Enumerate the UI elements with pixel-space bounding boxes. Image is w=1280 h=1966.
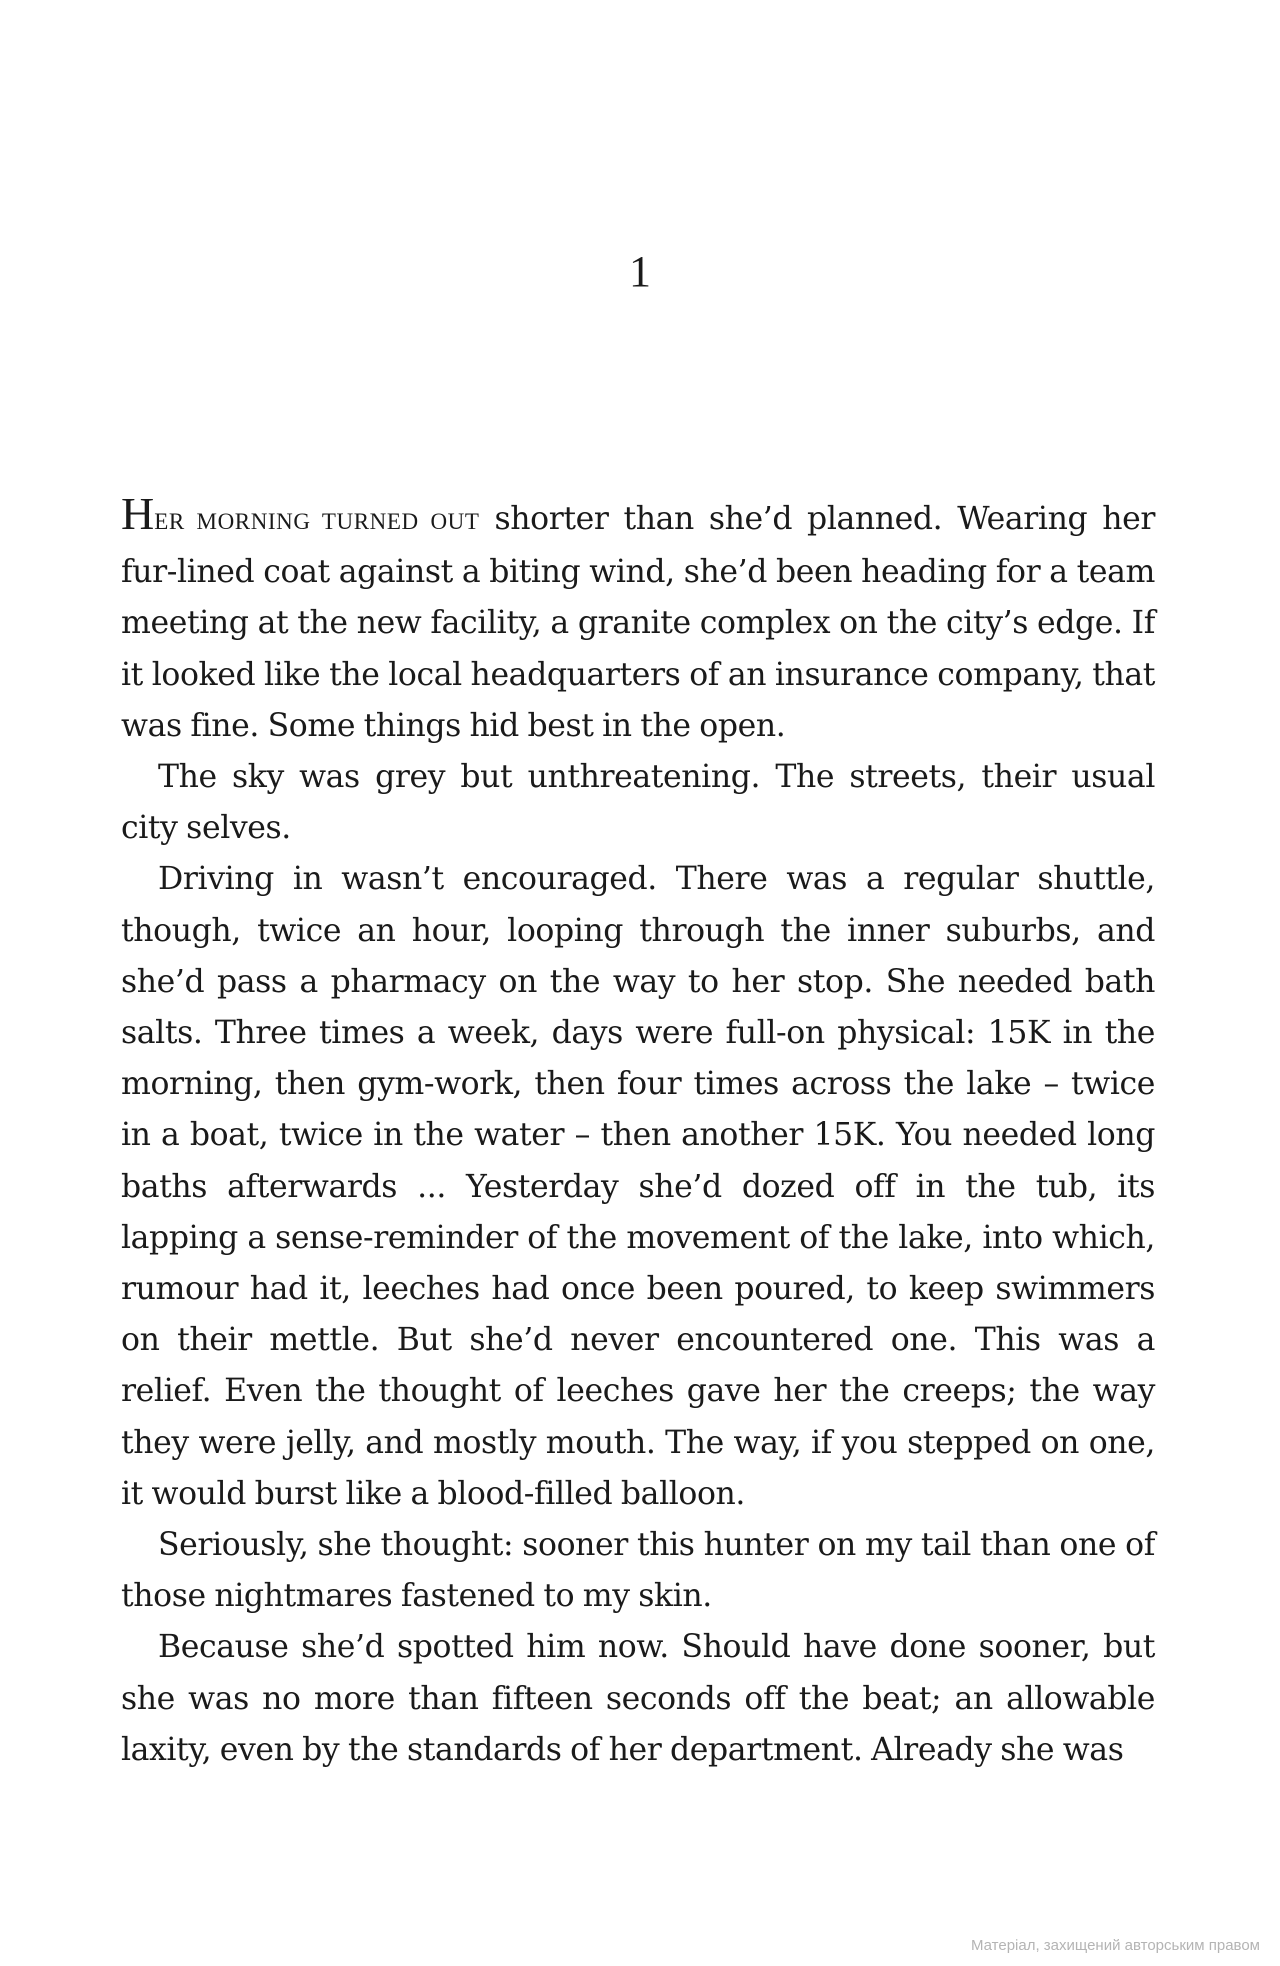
chapter-number: 1: [629, 247, 651, 296]
drop-cap: H: [121, 488, 155, 539]
paragraph-5: Because she’d spotted him now. Should have done sooner, but she was no more than fifteen seconds off the beat; an allowable laxity, even by the standards of her department. Already she was: [121, 1629, 1155, 1768]
paragraph-4: Seriously, she thought: sooner this hunter on my tail than one of those nightmares fastened to my skin.: [121, 1527, 1155, 1615]
paragraph-3: Driving in wasn’t encouraged. There was a regular shuttle, though, twice an hour, looping through the inner suburbs, and she’d pass a pharmacy on the way to her stop. She needed bath salts. Three times a week, days were full-on physical: 15K in the morning, then gym-work, then four times across the lake – twice in a boat, twice in the water – then another 15K. You needed long baths afterwards ... Yesterday she’d dozed off in the tub, its lapping a sense-reminder of the movement of the lake, into which, rumour had it, leeches had once been poured, to keep swimmers on their mettle. But she’d never encountered one. This was a relief. Even the thought of leeches gave her the creeps; the way they were jelly, and mostly mouth. The way, if you stepped on one, it would burst like a blood-filled balloon.: [121, 861, 1155, 1512]
small-caps-lead-in: ER MORNING TURNED OUT: [154, 509, 480, 534]
paragraph-2: The sky was grey but unthreatening. The streets, their usual city selves.: [121, 759, 1155, 847]
copyright-watermark: Матеріал, захищений авторським правом: [970, 1937, 1260, 1954]
chapter-body: [121, 488, 1155, 1776]
paragraph-1: [121, 488, 1155, 752]
paragraph-text: shorter than she’d planned. Wearing her fur-lined coat against a biting wind, she’d been heading for a team meeting at the new facility, a granite complex on the city’s edge. If it looked like the local headquarters of an insurance company, that was fine. Some things hid best in the open.: [121, 501, 1155, 744]
